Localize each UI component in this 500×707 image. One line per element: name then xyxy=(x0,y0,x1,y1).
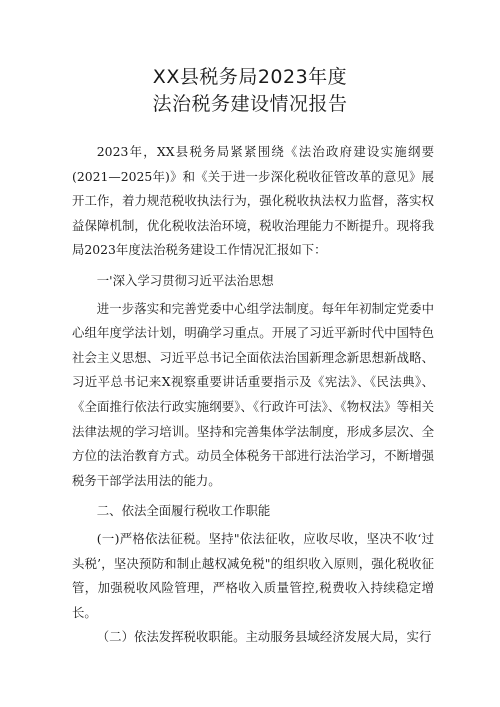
subsection-1-paragraph: (一)严格依法征税。坚持"依法征收，应收尽收，坚决不收‘过头税’，坚决预防和制止越权减免税"的组织收入原则，强化税收征管，加强税收风险管理，严格收入质量管控,税费收入持续稳定增长。 xyxy=(72,530,434,620)
document-title-line1: XX县税务局2023年度 xyxy=(152,66,348,88)
intro-paragraph: 2023年，XX县税务局紧紧围绕《法治政府建设实施纲要(2021—2025年)》和《关于进一步深化税收征管改革的意见》展开工作，着力规范税收执法行为，强化税收执法权力监督，落实权益保障机制，优化税收法治环境，税收治理能力不断提升。现将我局2023年度法治税务建设工作情况汇报如下： xyxy=(72,144,434,258)
document-title-line2: 法治税务建设情况报告 xyxy=(152,93,348,115)
section-1-paragraph: 进一步落实和完善党委中心组学法制度。每年年初制定党委中心组年度学法计划，明确学习重点。开展了习近平新时代中国特色社会主义思想、习近平总书记全面依法治国新理念新思想新战略、习近平总书记来X视察重要讲话重要指示及《宪法》、《民法典》、《全面推行依法行政实施纲要》、《行政许可法》、《物权法》等相关法律法规的学习培训。坚持和完善集体学法制度，形成多层次、全方位的法治教育方式。动员全体税务干部进行法治学习，不断增强税务干部学法用法的能力。 xyxy=(72,300,434,488)
section-heading-2: 二、依法全面履行税收工作职能 xyxy=(96,503,271,519)
section-heading-1: 一'深入学习贯彻习近平法治思想 xyxy=(96,272,274,288)
document-body xyxy=(72,140,434,650)
subsection-2-paragraph: （二）依法发挥税收职能。主动服务县域经济发展大局，实行 xyxy=(96,629,432,645)
